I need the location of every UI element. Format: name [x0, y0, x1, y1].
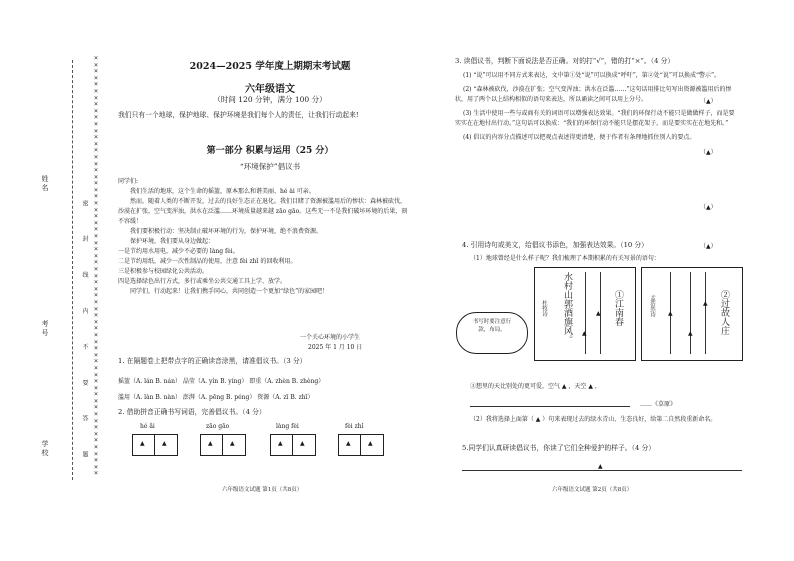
letter-paragraph-2: 然而，随着人类的不断开发，过去的良好生态正在退化。我们目睹了资源被滥用后的惨状：森林被砍伐，沙漠在扩张，空气变浑浊，洪水在泛滥……环境质量越来越 zāo gāo。这些无一不是我们破坏环境的后果，刻不容缓！ [118, 198, 408, 225]
q5-answer-line[interactable] [462, 470, 742, 471]
q2-pinyin: zāo gāo [206, 423, 230, 430]
binding-exam-no-label: 考号 [41, 320, 49, 338]
poem-b-title: ①江南春 [613, 290, 623, 326]
blank-marker: ▲ [688, 330, 693, 337]
poem-c-author: 孟浩然诗 [649, 295, 655, 317]
poem-rule [705, 272, 706, 354]
blank-marker: ▲ [598, 463, 603, 470]
answer-box[interactable] [270, 434, 316, 456]
q1-options-row: 滥用（A. làn B. nàn） 澎湃（A. pēng B. péng） 资源（A. zī B. zhī） [118, 394, 314, 401]
blank-marker: ▲ [230, 440, 235, 447]
letter-body [118, 177, 410, 297]
part1-heading: 第一部分 积累与运用（25 分） [206, 146, 334, 156]
q2-pinyin: fèi zhǐ [345, 423, 364, 430]
q3-answer-4[interactable]: （▲） [700, 243, 717, 250]
binding-seal-text: 密 封 线 内 不 要 答 题 [81, 200, 88, 472]
letter-item: 四是选择绿色出行方式，多行或乘坐公共交通工具上学、放学。 [118, 278, 287, 285]
q4-part-3: ③想里的天比别处的更可爱，空气 ▲ ，天空 ▲ ， [470, 383, 601, 390]
letter-title: “环境保护”倡议书 [239, 162, 301, 171]
box-divider [154, 434, 155, 456]
tip-cloud-text: 书写时要注意行款，布局。 [472, 319, 512, 333]
blank-marker: ▲ [162, 440, 167, 447]
q3-item: (4) 倡议的内容分点描述可以把观点表述得更清楚，便于作者有条理地抓住别人的要点。 [463, 133, 696, 141]
blank-marker: ▲ [703, 300, 708, 307]
blank-marker: ▲ [208, 440, 213, 447]
blank-marker: ▲ [706, 243, 711, 250]
question-3: 3. 读倡议书，判断下面说法是否正确。对的打“√”，错的打“×”。（4 分） [455, 57, 675, 65]
q2-pinyin: hé ǎi [140, 423, 155, 430]
footer-left: 六年级语文试题 第1页（共8页） [222, 487, 303, 493]
binding-dashed-line [72, 60, 73, 480]
right-column [455, 56, 740, 143]
box-divider [222, 434, 223, 456]
answer-box[interactable] [132, 434, 178, 456]
question-1: 1. 在隔题卷上把带点字的正确读音涂黑，请准倡议书。（3 分） [118, 357, 307, 365]
poem-rule [690, 272, 691, 354]
blank-marker: ▲ [346, 440, 351, 447]
poem-a-text: 水村山郭酒旗风。 [562, 272, 572, 344]
q3-answer-1[interactable]: （▲） [700, 98, 717, 105]
box-divider [360, 434, 361, 456]
question-2: 2. 借助拼音正确书写词语，完善倡议书。（4 分） [118, 408, 266, 416]
subject-title: 六年级语文 [245, 84, 295, 95]
q3-item: (1) “说”可以用不同方式来表达，文中第①处“说”可以换成“呼吁”，第②处“说”可以换成“警示”。 [463, 71, 721, 79]
poem-d-title: ②过故人庄 [719, 290, 729, 335]
exam-title: 2024—2025 学年度上期期末考试题 [189, 61, 351, 72]
blank-marker: ▲ [706, 204, 711, 211]
blank-marker: ▲ [140, 440, 145, 447]
answer-box[interactable] [338, 434, 384, 456]
letter-paragraph-1: 我们生活的地球，这个生命的摇篮，原本那么和谐美丽、hé ài 可亲。 [130, 188, 315, 195]
poem-rule [585, 272, 586, 354]
blank-marker: ▲ [300, 440, 305, 447]
answer-box[interactable] [200, 434, 246, 456]
q3-answer-3[interactable]: （▲） [700, 204, 717, 211]
answer-line [470, 406, 630, 407]
letter-signature: 一个关心环境的小学生 [300, 334, 361, 341]
question-5: 5.同学们认真研读倡议书，你读了它们全种爱护的样子。（4 分） [462, 444, 656, 452]
box-divider [292, 434, 293, 456]
letter-item: 二是节约用纸，减少一次性制品的使用，注意 fèi zhǐ 的回收利用。 [118, 258, 297, 265]
letter-paragraph-5: 同学们，行动起来！让我们携手同心，共同创造一个更加“绿色”的家园吧！ [130, 288, 329, 295]
q1-options-row: 摇篮（A. lán B. nán） 晶莹（A. yín B. yíng） 即重（A. zhèn B. zhèng） [118, 378, 325, 385]
binding-cross-column: × × × × × × × × × × × × × × × × × × × × × × × × × × × × × × × × × × × × × × × × × × × × × × × × × × × × × × × × × × × × × × × × [93, 54, 99, 478]
letter-item: 一是节约用水用电，减少不必要的 làng fèi。 [118, 248, 239, 255]
q3-answer-2[interactable]: （▲） [700, 149, 717, 156]
q3-item: (3) 生活中使用一些与或商有关的词语可以增强表达效果。“我们的环保行动不能只是做做样子，而是要实实在在地付出行动。”这句话可以换成：“我们的环保行动不能只是摆花架子，而是要实实在在地先和。” [455, 109, 735, 127]
blank-marker: ▲ [668, 310, 673, 317]
question-4: 4. 引用诗句或美文，给倡议书添色，加强表达效果。（10 分） [462, 241, 648, 249]
binding-name-label: 姓名 [41, 175, 49, 193]
letter-date: 2025 年 1 月 10 日 [308, 344, 363, 351]
blank-marker: ▲ [596, 310, 601, 317]
q4-part-3-tail: ……《草原》 [640, 401, 677, 408]
time-note: （时间 120 分钟，满分 100 分） [213, 95, 327, 104]
blank-marker: ▲ [582, 330, 587, 337]
binding-school-label: 学校 [41, 440, 49, 458]
q2-pinyin: làng fèi [276, 423, 299, 430]
blank-marker: ▲ [706, 98, 711, 105]
poem-a-author: 杜牧诗 [541, 300, 547, 317]
intro-text: 我们只有一个地球，保护地球、保护环境是我们每个人的责任，让我们行动起来! [118, 111, 359, 119]
blank-marker: ▲ [278, 440, 283, 447]
letter-paragraph-3: 我们要积极行动：坚决制止破坏环境的行为，保护环境，绝不浪费资源。 [130, 228, 323, 235]
letter-paragraph-4: 保护环境，我们要从身边做起： [130, 238, 215, 245]
footer-right: 六年级语文试题 第2页（共8页） [552, 487, 633, 493]
letter-item: 三是积极参与校园绿化公共活动。 [118, 268, 209, 275]
blank-marker: ▲ [706, 149, 711, 156]
q3-item: (2) “森林被砍伐，沙漠在扩张；空气变浑浊；洪水在泛滥……”这句话用排比句写出资源被滥用后的惨状，用了两个以上结构相似的语句来表达，所以诵读之间可以用上分号。 [455, 85, 732, 103]
blank-marker: ▲ [368, 440, 373, 447]
letter-salutation: 同学们: [118, 178, 139, 185]
q4-part-1: （1）地球曾经是什么样子呢？我们梳理了本期积累的有关写景的语句： [470, 255, 660, 262]
q4-part-2: （2）我将选择上面第（ ▲ ）句来表现过去的绿水青山、生态良好，给第二自然段重新命名。 [470, 416, 717, 423]
